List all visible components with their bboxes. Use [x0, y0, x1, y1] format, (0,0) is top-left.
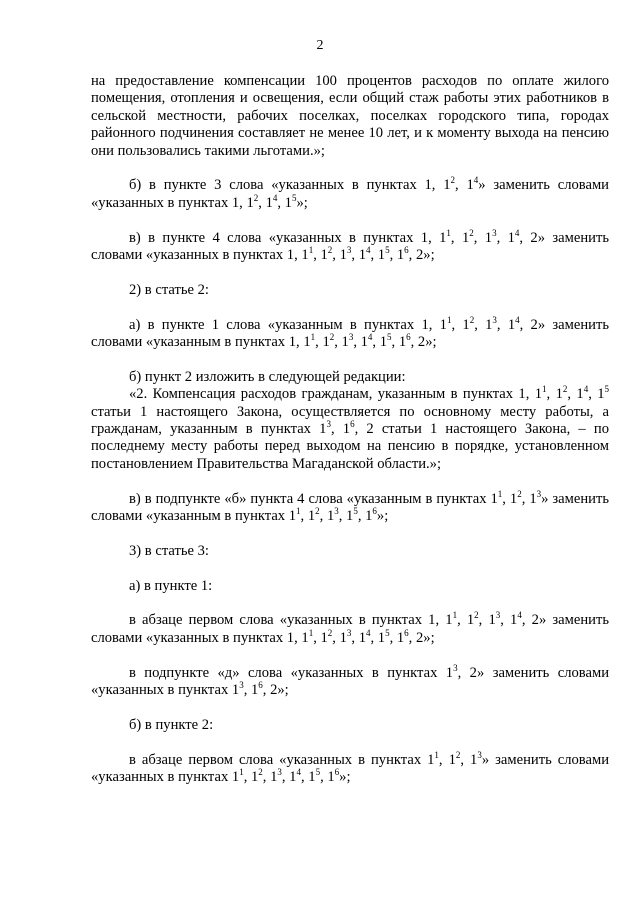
paragraph: в подпункте «д» слова «указанных в пунктах $1^3$, 2» заменить словами «указанных в пунктах $1^3$, $1^6$, 2»;	[91, 662, 609, 699]
paragraph: в абзаце первом слова «указанных в пунктах $1^1$, $1^2$, $1^3$» заменить словами «указанных в пунктах $1^1$, $1^2$, $1^3$, $1^4$, $1^5$, $1^6$»;	[91, 749, 610, 786]
paragraph: а) в пункте 1 слова «указанным в пунктах 1, $1^1$, $1^2$, $1^3$, $1^4$, 2» заменить словами «указанным в пунктах 1, $1^1$, $1^2$, $1^3$, $1^4$, $1^5$, $1^6$, 2»;	[91, 314, 610, 351]
paragraph: а) в пункте 1:	[129, 577, 213, 594]
paragraph: в абзаце первом слова «указанных в пунктах 1, $1^1$, $1^2$, $1^3$, $1^4$, 2» заменить словами «указанных в пунктах 1, $1^1$, $1^2$, $1^3$, $1^4$, $1^5$, $1^6$, 2»;	[91, 610, 609, 646]
paragraph: «2. Компенсация расходов гражданам, указанным в пунктах 1, $1^1$, $1^2$, $1^4$, $1^5$ статьи 1 настоящего Закона, осуществляется по основному месту работы, а гражданам, указанным в пунктах $1^3$, $1^6$, 2 статьи 1 настоящего Закона, – по последнему месту работы перед выходом на пенсию в порядке, установленном постановлением Правительства Магаданской области.»;	[91, 384, 610, 472]
paragraph: б) пункт 2 изложить в следующей редакции:	[129, 368, 406, 385]
paragraph: на предоставление компенсации 100 процентов расходов по оплате жилого помещения, отопления и освещения, если общий стаж работы этих работников в сельской местности, рабочих поселках, поселках городского типа, городах районного подчинения составляет не менее 10 лет, и к моменту выхода на пенсию они пользовались такими льготами.»;	[91, 73, 609, 159]
paragraph: б) в пункте 2:	[129, 716, 214, 733]
paragraph: 3) в статье 3:	[129, 542, 209, 559]
document-body	[91, 73, 609, 786]
paragraph: в) в подпункте «б» пункта 4 слова «указанным в пунктах $1^1$, $1^2$, $1^3$» заменить словами «указанным в пунктах $1^1$, $1^2$, $1^3$, $1^5$, $1^6$»;	[91, 488, 609, 525]
paragraph: 2) в статье 2:	[129, 281, 209, 298]
page-number: 2	[316, 38, 324, 53]
paragraph: б) в пункте 3 слова «указанных в пунктах 1, $1^2$, $1^4$» заменить словами «указанных в пунктах 1, $1^2$, $1^4$, $1^5$»;	[91, 175, 609, 211]
paragraph: в) в пункте 4 слова «указанных в пунктах 1, $1^1$, $1^2$, $1^3$, $1^4$, 2» заменить словами «указанных в пунктах 1, $1^1$, $1^2$, $1^3$, $1^4$, $1^5$, $1^6$, 2»;	[91, 227, 610, 264]
